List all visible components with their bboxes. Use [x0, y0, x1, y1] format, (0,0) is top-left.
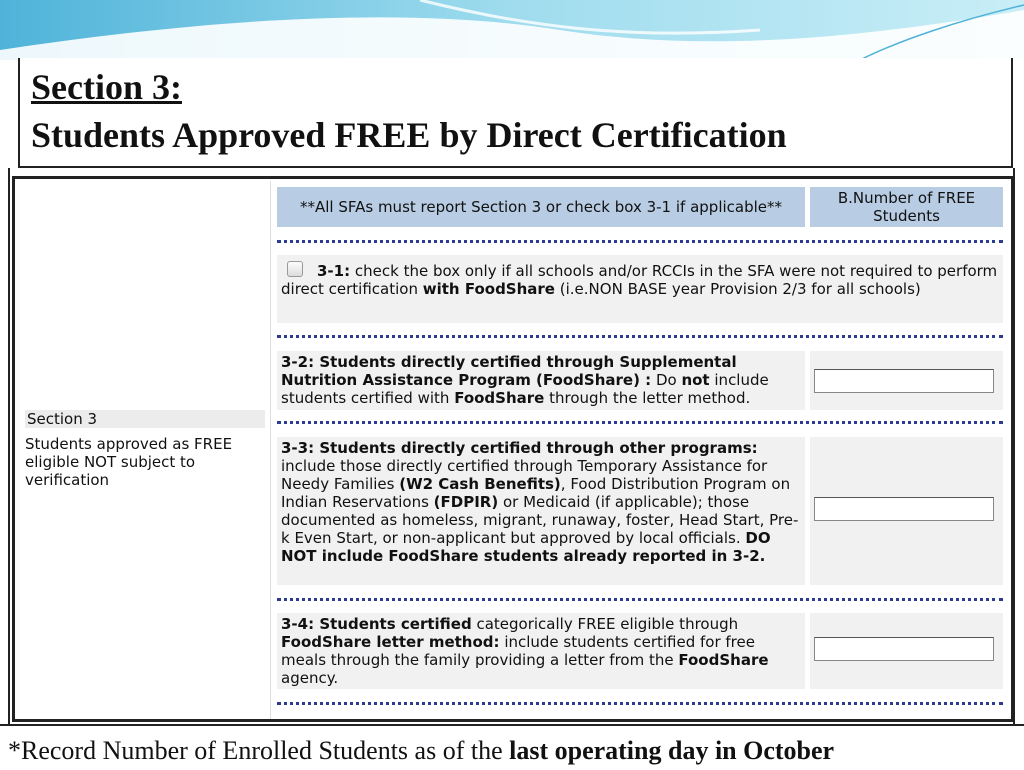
table-header-instructions: **All SFAs must report Section 3 or check box 3-1 if applicable** [277, 187, 805, 227]
certification-table [270, 181, 1009, 719]
section-title: Section 3: [31, 67, 182, 107]
row-3-1-label: 3-1: [317, 262, 351, 280]
table-header-count: B.Number of FREE Students [810, 187, 1003, 227]
frame-edge-left [8, 168, 10, 724]
free-students-3-4-input[interactable] [814, 637, 994, 661]
row-3-3: 3-3: Students directly certified through other programs: include those directly certified through Temporary Assistance for Needy Families (W2 Cash Benefits), Food Distribution Program on Indian Reservations (FDPIR) or Medicaid (if applicable); those documented as homeless, migrant, runaway, foster, Head Start, Pre-k Even Start, or non-applicant but approved by local officials. DO NOT include FoodShare students already reported in 3-2. [277, 437, 805, 585]
dotted-divider [277, 702, 1003, 705]
dotted-divider [277, 335, 1003, 338]
left-section-description: Students approved as FREE eligible NOT subject to verification [25, 435, 233, 489]
dotted-divider [277, 421, 1003, 424]
checkbox-3-1[interactable] [287, 261, 303, 277]
free-students-3-3-input[interactable] [814, 497, 994, 521]
row-3-4: 3-4: Students certified categorically FREE eligible through FoodShare letter method: include students certified for free meals through the family providing a letter from the FoodShare agency. [277, 613, 805, 689]
row-3-4-input-cell [810, 613, 1003, 689]
dotted-divider [277, 240, 1003, 243]
section-subtitle: Students Approved FREE by Direct Certification [31, 115, 787, 155]
title-box [18, 58, 1013, 168]
form-panel [12, 176, 1014, 722]
wave-graphic [0, 0, 1024, 60]
decorative-banner [0, 0, 1024, 60]
row-3-1: 3-1: check the box only if all schools and/or RCCIs in the SFA were not required to perform direct certification with FoodShare (i.e.NON BASE year Provision 2/3 for all schools) [277, 255, 1003, 323]
footer-text: *Record Number of Enrolled Students as of the last operating day in October [8, 736, 835, 765]
footer-note [0, 724, 1024, 770]
dotted-divider [277, 598, 1003, 601]
row-3-2: 3-2: Students directly certified through Supplemental Nutrition Assistance Program (FoodShare) : Do not include students certified with FoodShare through the letter method. [277, 351, 805, 410]
row-3-2-input-cell [810, 351, 1003, 410]
left-column [15, 179, 267, 719]
left-section-heading: Section 3 [25, 410, 265, 428]
free-students-3-2-input[interactable] [814, 369, 994, 393]
row-3-3-input-cell [810, 437, 1003, 585]
